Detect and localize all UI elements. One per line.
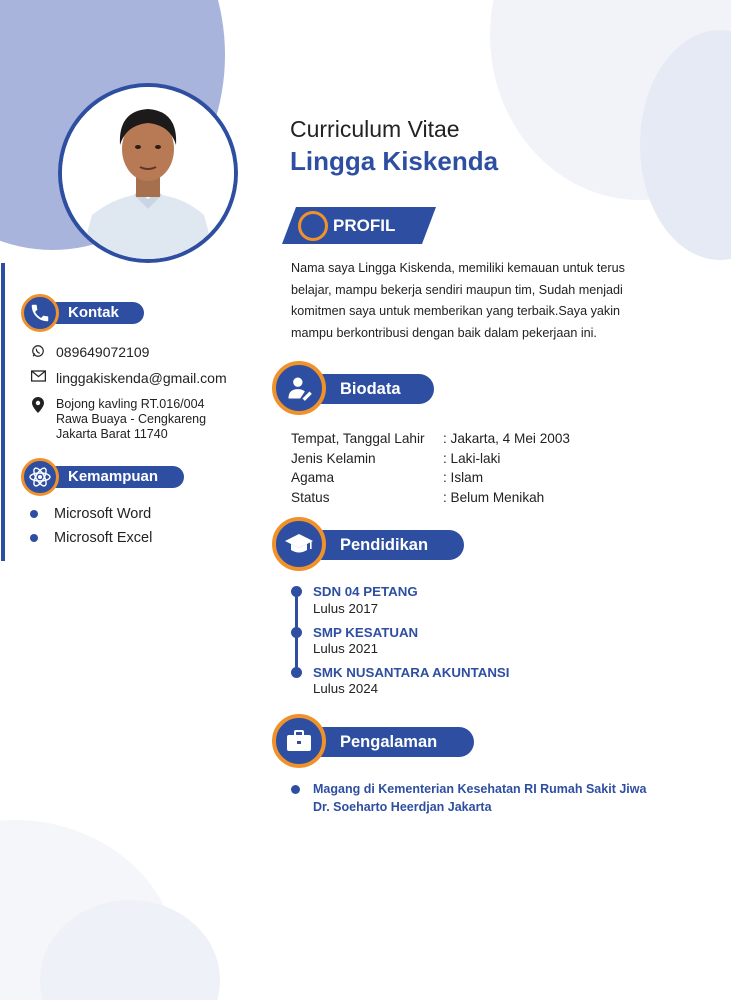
address-line-3: Jakarta Barat 11740 (56, 427, 168, 441)
skill-item (30, 530, 152, 546)
biodata-row (291, 468, 570, 488)
timeline-dot (291, 586, 302, 597)
profil-line: mampu berkontribusi dengan baik dalam pekerjaan ini. (291, 325, 597, 340)
bullet-icon (30, 534, 38, 542)
biodata-row (291, 429, 570, 449)
skill-label: Microsoft Word (54, 506, 152, 522)
graduation-cap-icon (272, 517, 326, 571)
education-year: Lulus 2021 (313, 641, 379, 656)
document-title: Curriculum Vitae (290, 116, 460, 142)
biodata-value: : Jakarta, 4 Mei 2003 (443, 431, 570, 446)
contact-phone-row (30, 344, 149, 360)
experience-line: Dr. Soeharto Heerdjan Jakarta (313, 800, 492, 814)
biodata-value: : Islam (443, 470, 484, 485)
education-school: SMK NUSANTARA AKUNTANSI (313, 665, 510, 680)
experience-line: Magang di Kementerian Kesehatan RI Rumah Sakit Jiwa (313, 782, 647, 796)
user-edit-icon (272, 361, 326, 415)
location-pin-icon (30, 397, 46, 413)
address-line-1: Bojong kavling RT.016/004 (56, 397, 205, 411)
biodata-key: Status (291, 489, 330, 505)
profil-ring-icon (298, 211, 328, 241)
biodata-value: : Belum Menikah (443, 489, 545, 505)
briefcase-icon (272, 714, 326, 768)
skill-item (30, 506, 151, 522)
contact-email-row (30, 370, 227, 386)
bullet-icon (291, 785, 300, 794)
education-year: Lulus 2024 (313, 681, 379, 696)
whatsapp-icon (30, 344, 46, 358)
biodata-value: : Laki-laki (443, 450, 501, 466)
education-year: Lulus 2017 (313, 601, 379, 616)
bullet-icon (30, 510, 38, 518)
profil-heading: PROFIL (333, 216, 396, 235)
address (56, 397, 206, 442)
phone-icon (21, 294, 59, 332)
profil-paragraph (291, 258, 671, 344)
phone-number: 089649072109 (56, 344, 150, 360)
biodata-row (291, 449, 570, 469)
skills-heading: Kemampuan (44, 466, 184, 488)
mail-icon (30, 370, 46, 382)
atom-icon (21, 458, 59, 496)
education-heading: Pendidikan (304, 530, 464, 560)
person-name: Lingga Kiskenda (290, 146, 499, 176)
profile-photo (62, 87, 234, 259)
biodata-key: Jenis Kelamin (291, 450, 376, 466)
profil-line: belajar, mampu bekerja sendiri maupun tim, Sudah menjadi (291, 282, 623, 297)
contact-heading: Kontak (44, 302, 144, 324)
experience-heading: Pengalaman (304, 727, 474, 757)
biodata-heading: Biodata (304, 374, 434, 404)
experience-item (313, 780, 683, 816)
profil-line: komitmen saya untuk memberikan yang terbaik.Saya yakin (291, 304, 620, 318)
profil-line: Nama saya Lingga Kiskenda, memiliki kemauan untuk terus (291, 261, 625, 275)
biodata-table (291, 429, 570, 507)
skill-label: Microsoft Excel (54, 530, 153, 546)
education-school: SDN 04 PETANG (313, 584, 418, 599)
biodata-key: Tempat, Tanggal Lahir (291, 431, 425, 446)
timeline-dot (291, 627, 302, 638)
email-address: linggakiskenda@gmail.com (56, 370, 227, 386)
profile-photo-frame (58, 83, 238, 263)
address-line-2: Rawa Buaya - Cengkareng (56, 412, 207, 426)
left-accent-bar (1, 263, 5, 561)
biodata-key: Agama (291, 470, 335, 485)
contact-address-row (30, 397, 206, 442)
timeline-dot (291, 667, 302, 678)
biodata-row (291, 488, 570, 508)
education-school: SMP KESATUAN (313, 625, 419, 640)
